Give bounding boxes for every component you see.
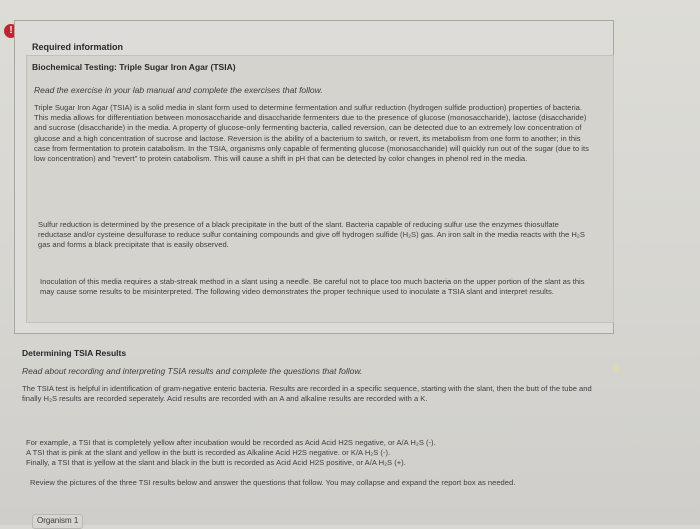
example-line-2: A TSI that is pink at the slant and yellow in the butt is recorded as Alkaline Acid H2S negative. or K/A H₂S (-). xyxy=(26,448,391,458)
results-examples xyxy=(26,438,506,469)
exercise-intro: Read the exercise in your lab manual and complete the exercises that follow. xyxy=(34,85,323,95)
tsia-description-paragraph: Triple Sugar Iron Agar (TSIA) is a solid media in slant form used to determine fermentation and sulfur reduction (hydrogen sulfide production) properties of bacteria. This media allows for differentiation between monosaccharide and disaccharide fermenters due to the presence of glucose (monosaccharide), lactose (disaccharide) and sucrose (disaccharide) in the media. A property of glucose-only fermenting bacteria, called reversion, can be detected due to an extremely low concentration of glucose and a high concentration of sucrose and lactose. Reversion is the ability of a bacterium to switch, or revert, its metabolism from one form to another; in this case from fermentation to protein catabolism. In the TSIA, organisms only capable of fermenting glucose (monosaccharide) will quickly run out of the sugar (due to its low concentration) and "revert" to protein catabolism. This will cause a shift in pH that can be detected by color changes in phenol red in the media. xyxy=(34,103,589,164)
results-explanation-paragraph: The TSIA test is helpful in identification of gram-negative enteric bacteria. Results are recorded in a specific sequence, starting with the slant, then the butt of the tube and finally H₂S results are recorded seperately. Acid results are recorded with an A and alkaline results are recorded with a K. xyxy=(22,384,592,404)
example-line-1: For example, a TSI that is completely yellow after incubation would be recorded as Acid Acid H2S negative, or A/A H₂S (-). xyxy=(26,438,436,447)
alert-icon: ! xyxy=(4,24,18,38)
example-line-3: Finally, a TSI that is yellow at the slant and black in the butt is recorded as Acid Acid H2S positive, or A/A H₂S (+). xyxy=(26,458,406,468)
results-section-title: Determining TSIA Results xyxy=(22,348,127,358)
exercise-subtitle: Biochemical Testing: Triple Sugar Iron Agar (TSIA) xyxy=(32,62,236,72)
organism-1-tab[interactable]: Organism 1 xyxy=(32,514,83,529)
required-information-title: Required information xyxy=(32,42,124,52)
sulfur-reduction-paragraph: Sulfur reduction is determined by the presence of a black precipitate in the butt of the slant. Bacteria capable of reducing sulfur use the enzymes thiosulfate reductase and/or cysteine desulfurase to reduce sulfur containing compounds and give off hydrogen sulfide (H₂S) gas. An iron salt in the media reacts with the H₂S gas and forms a black precipitate that is easily observed. xyxy=(38,220,585,250)
review-instructions-paragraph: Review the pictures of the three TSI results below and answer the questions that follow. You may collapse and expand the report box as needed. xyxy=(30,478,516,487)
inoculation-paragraph: Inoculation of this media requires a stab-streak method in a slant using a needle. Be careful not to place too much bacteria on the upper portion of the slant as this may cause some results to be misinterpreted. The following video demonstrates the proper technique used to inoculate a TSIA slant and interpret results. xyxy=(40,277,585,297)
cursor-dot xyxy=(613,365,619,371)
results-section-intro: Read about recording and interpreting TSIA results and complete the questions that follow. xyxy=(22,366,363,376)
